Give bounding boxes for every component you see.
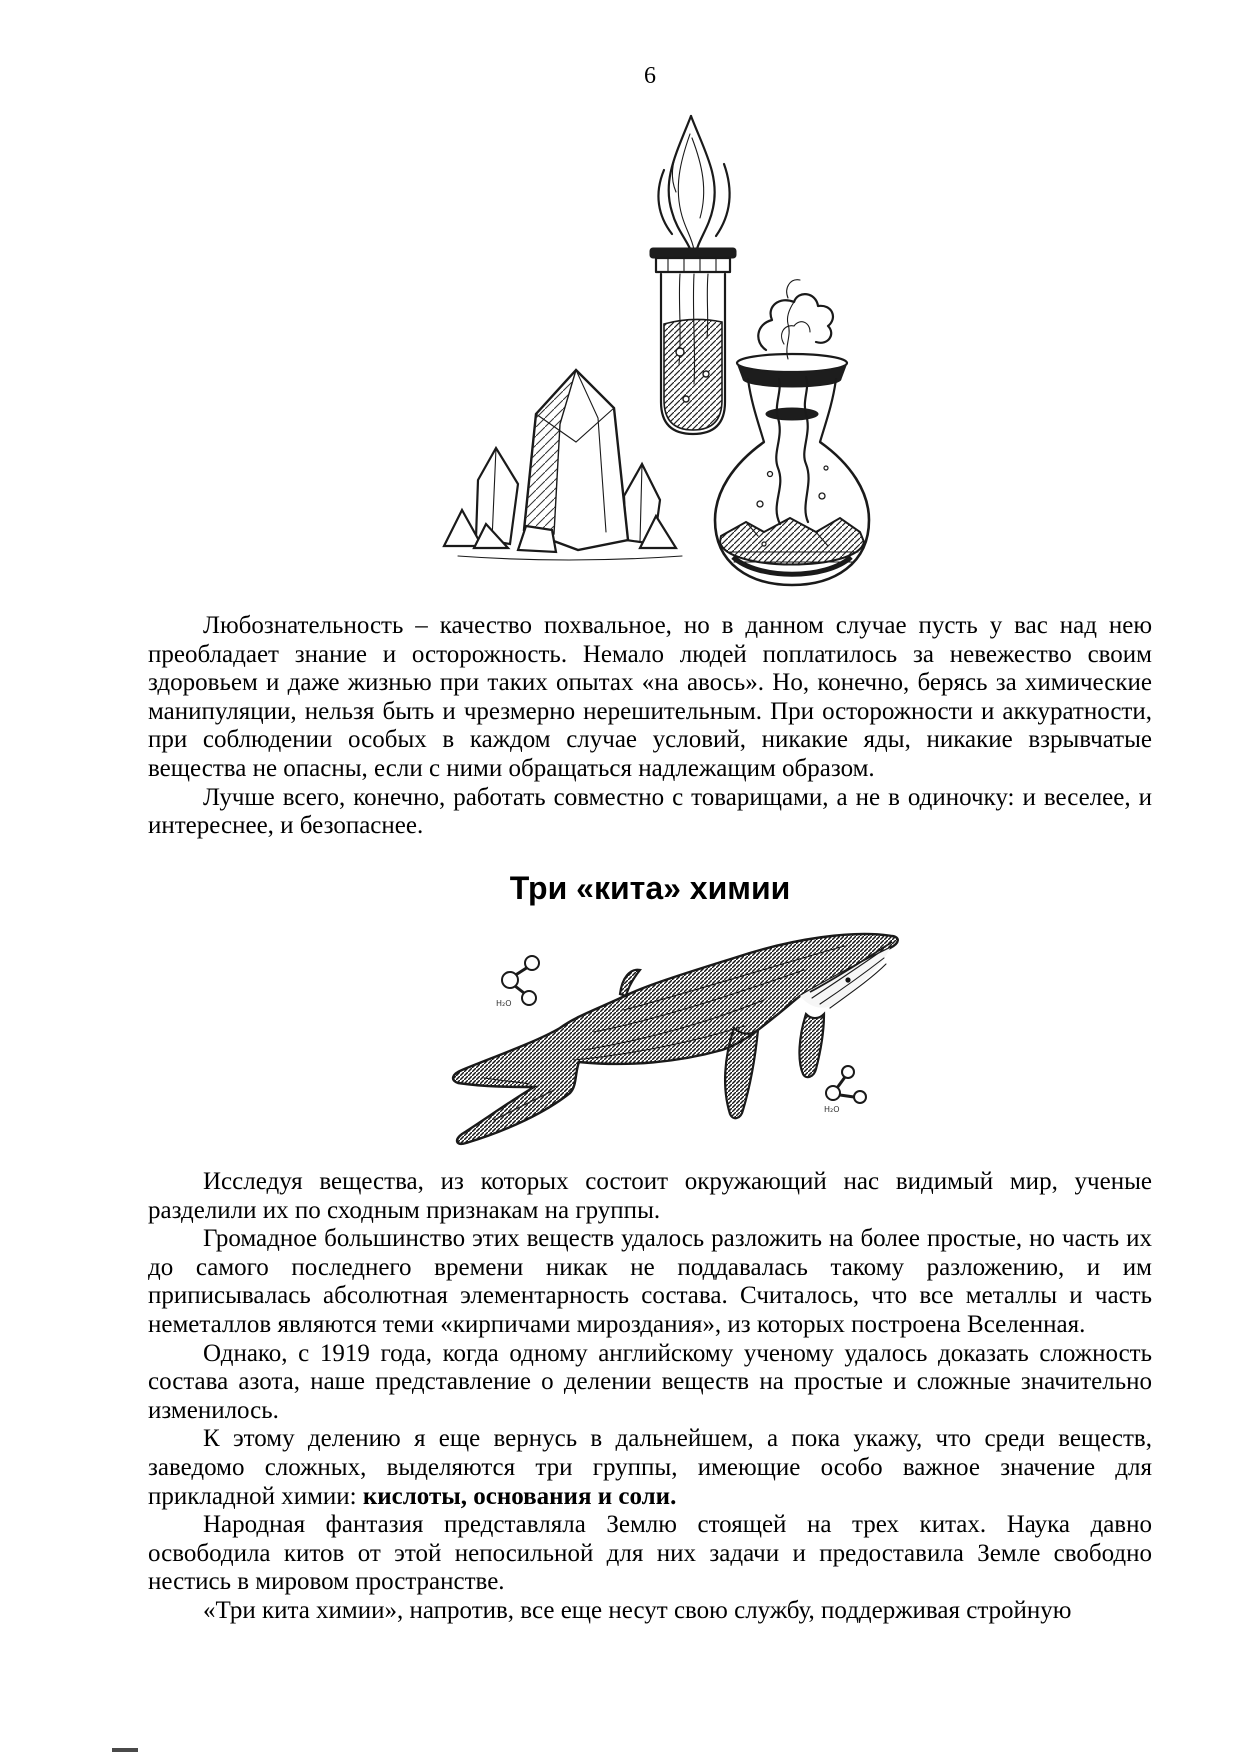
paragraph [148,1425,1152,1511]
chemistry-illustration [428,112,878,587]
paragraph: Исследуя вещества, из которых состоит окружающий нас видимый мир, ученые разделили их по сходным признакам на группы. [148,1168,1152,1224]
text-block-top [148,612,1152,841]
scan-artifact [112,1748,138,1752]
page-number: 6 [644,63,656,89]
paragraph: Любознательность – качество похвальное, но в данном случае пусть у вас над нею преобладает знание и осторожность. Немало людей поплатилось за невежество своим здоровьем и даже жизнью при таких опытах «на авось». Но, конечно, берясь за химические манипуляции, нельзя быть и чрезмерно нерешительным. При осторожности и аккуратности, при соблюдении особых в каждом случае условий, никакие яды, никакие взрывчатые вещества не опасны, если с ними обращаться надлежащим образом. [148,612,1152,782]
paragraph: Народная фантазия представляла Землю стоящей на трех китах. Наука давно освободила китов от этой непосильной для них задачи и предоставила Земле свободно нестись в мировом пространстве. [148,1511,1152,1596]
paragraph: Лучше всего, конечно, работать совместно с товарищами, а не в одиночку: и веселее, и интереснее, и безопаснее. [148,783,1152,840]
molecule-icon [496,956,539,1008]
section-heading: Три «кита» химии [509,870,791,906]
whale-illustration [424,920,904,1155]
text-block-bottom [148,1168,1152,1626]
paragraph: «Три кита химии», напротив, все еще несут свою службу, поддерживая стройную [203,1596,1072,1624]
burning-test-tube-icon [650,116,736,434]
crystal-cluster-icon [444,370,682,560]
molecule-label: H₂O [496,999,512,1008]
paragraph-bold-text: кислоты, основания и соли. [362,1482,677,1510]
paragraph-text: К этому делению я еще вернусь в дальнейшем, а пока укажу, что среди веществ, заведомо сложных, выделяются три группы, имеющие особо важное значение для прикладной химии: [148,1425,1152,1510]
molecule-label: H₂O [824,1105,840,1114]
paragraph: Однако, с 1919 года, когда одному английскому ученому удалось доказать сложность состава азота, наше представление о делении веществ на простые и сложные значительно изменилось. [148,1339,1152,1424]
molecule-icon [824,1066,866,1114]
flask-icon [715,280,869,585]
paragraph: Громадное большинство этих веществ удалось разложить на более простые, но часть их до самого последнего времени никак не поддавалась такому разложению, и им приписывалась абсолютная элементарность состава. Считалось, что все металлы и часть неметаллов являются теми «кирпичами мироздания», из которых построена Вселенная. [148,1225,1152,1338]
